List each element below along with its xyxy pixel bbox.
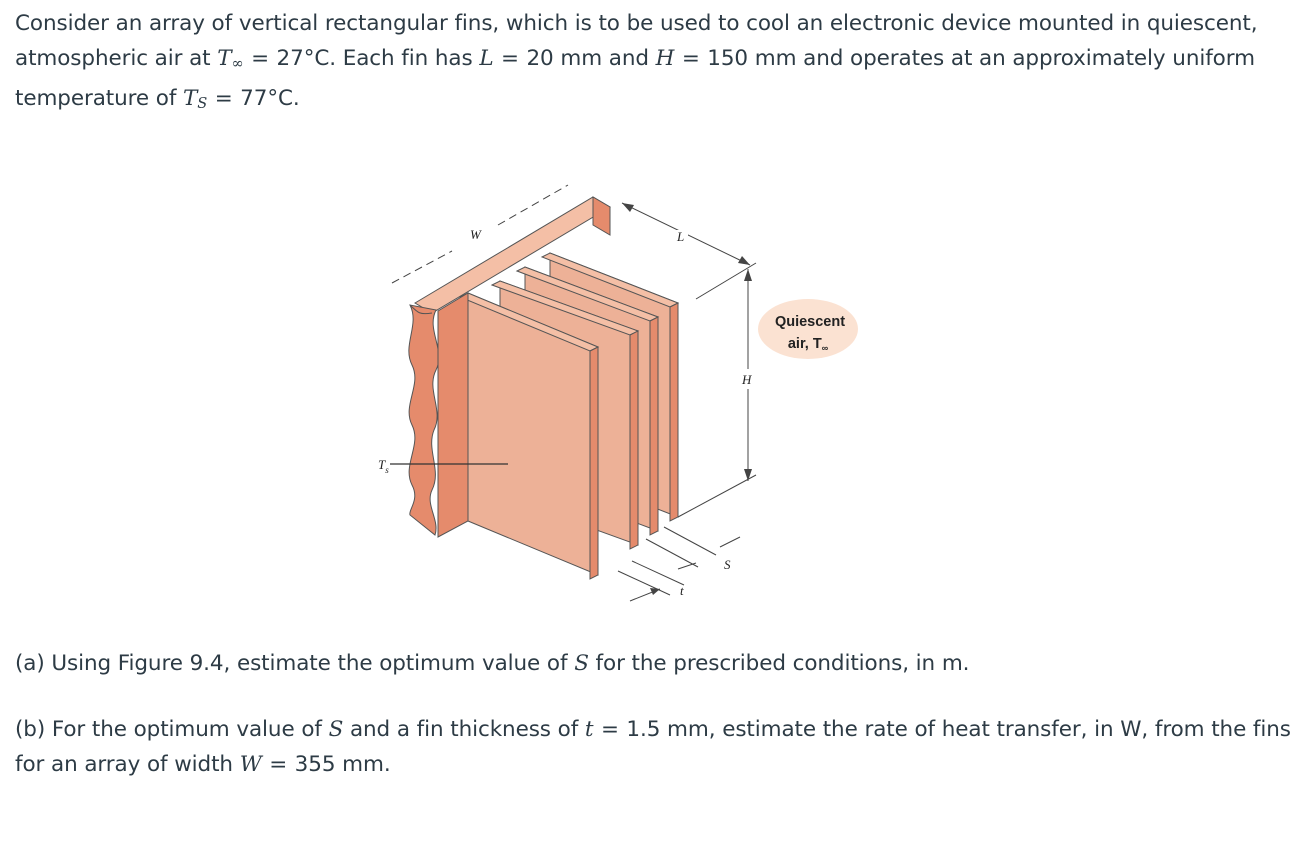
ts-symbol: T <box>183 86 198 112</box>
equals-sign: = <box>269 752 288 777</box>
part-b-text-2: and a fin thickness of <box>343 717 585 742</box>
arrow-head-icon <box>650 588 660 595</box>
l-symbol: L <box>479 46 494 71</box>
arrow-head-icon <box>738 256 750 265</box>
width-dash-left <box>392 251 452 283</box>
spacing-ext-line <box>646 539 698 567</box>
arrow-head-icon <box>622 203 634 212</box>
t-value: 1.5 mm, estimate the rate of heat transfer, in W, from the fins for an array of width <box>15 717 1291 777</box>
label-l: L <box>677 229 685 244</box>
equals-sign: = <box>600 717 619 742</box>
question-part-b <box>15 712 1300 782</box>
t-symbol: t <box>584 717 594 742</box>
spacing-ext-line <box>664 527 716 555</box>
w-value: 355 mm. <box>294 752 391 777</box>
ts-subscript: S <box>197 95 208 113</box>
label-t: t <box>680 583 684 598</box>
ts-value: 77°C. <box>240 86 300 112</box>
bubble-line-2: air, $T_\infty$ <box>787 336 829 353</box>
equals-sign: = <box>251 46 270 71</box>
h-value: 150 mm and operates at an approximately uniform temperature of <box>15 46 1255 112</box>
equals-sign: = <box>501 46 519 71</box>
fin-array-figure <box>360 175 880 615</box>
extension-line <box>678 475 756 517</box>
t-inf-value: 27°C. Each fin has <box>276 46 480 71</box>
intro-text: Consider an array of vertical rectangular fins, which is to be used to cool an electronic device mounted in quiescent, atmospheric air at <box>15 11 1258 71</box>
spacing-arrow <box>678 563 696 569</box>
s-symbol: S <box>328 717 344 742</box>
spacing-arrow <box>720 537 740 547</box>
question-part-a <box>15 646 1300 681</box>
part-a-text-end: for the prescribed conditions, in m. <box>588 651 970 676</box>
w-symbol: W <box>239 752 262 777</box>
arrow-head-icon <box>744 269 752 281</box>
label-h: H <box>742 372 752 387</box>
h-symbol: H <box>655 46 675 71</box>
s-symbol: S <box>574 651 589 676</box>
t-inf-symbol: T <box>217 46 232 71</box>
part-b-text: (b) For the optimum value of <box>15 717 329 742</box>
label-w: W <box>470 227 481 242</box>
equals-sign: = <box>214 86 233 112</box>
l-value: 20 mm and <box>526 46 656 71</box>
t-inf-subscript: ∞ <box>231 55 244 73</box>
base-plate-end <box>593 197 610 235</box>
base-plate-side <box>409 305 439 535</box>
label-s: S <box>724 557 731 572</box>
equals-sign: = <box>681 46 700 71</box>
problem-statement <box>15 6 1300 121</box>
part-a-text: (a) Using Figure 9.4, estimate the optimum value of <box>15 651 575 676</box>
label-ts: $T_s$ <box>378 457 389 475</box>
bubble-line-1: Quiescent <box>774 314 846 330</box>
